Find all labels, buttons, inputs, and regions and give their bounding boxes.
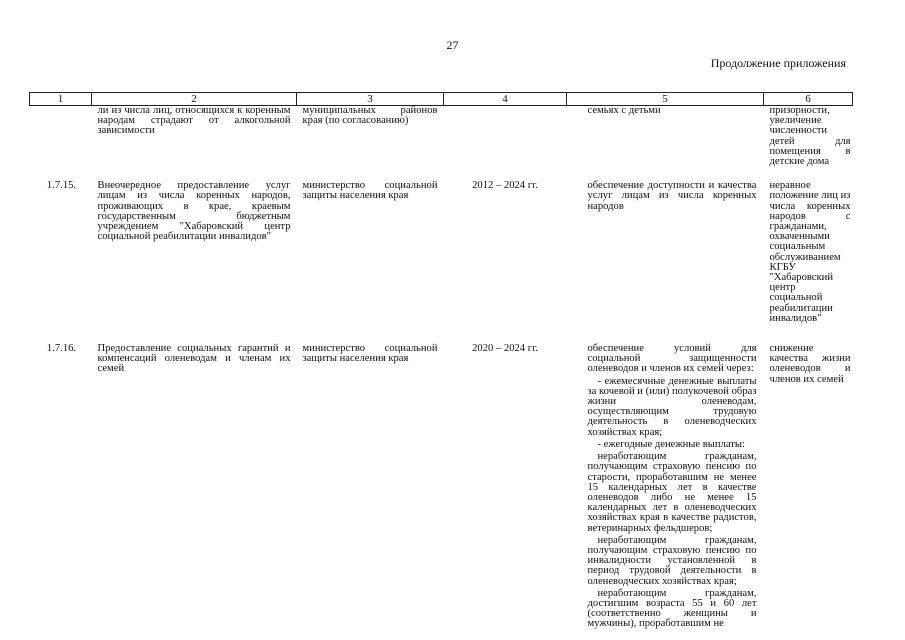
table-row	[30, 181, 853, 344]
cell-period	[444, 106, 567, 182]
cell-consequence: снижение качества жизни оленеводов и членов их семей	[769, 343, 851, 385]
cell-measure: ли из числа лиц, относящихся к коренным народам страдают от алкогольной зависимости	[97, 105, 291, 137]
cell-consequence: призорности, увеличение численности детей для помещения в детские дома	[769, 105, 851, 168]
column-header-3: 3	[297, 93, 444, 106]
table-row	[30, 344, 853, 629]
result-paragraph: неработающим гражданам, достигшим возраста 55 и 60 лет (соответственно женщины и мужчины), проработавшим не	[587, 587, 757, 630]
cell-period: 2020 – 2024 гг.	[472, 343, 538, 355]
cell-num: 1.7.15.	[46, 180, 77, 192]
cell-num: 1.7.16.	[46, 343, 77, 355]
continuation-label: Продолжение приложения	[710, 56, 846, 70]
cell-result	[567, 181, 764, 344]
table-row-continued	[30, 106, 853, 182]
column-header-5: 5	[567, 93, 764, 106]
page-number: 27	[446, 38, 459, 52]
cell-executor: муниципальных районов края (по согласованию)	[302, 105, 438, 127]
cell-result: семьях с детьми	[587, 105, 661, 116]
appendix-table	[29, 92, 853, 630]
result-paragraph: - ежегодные денежные выплаты:	[597, 438, 745, 450]
result-paragraph: обеспечение условий для социальной защищенности оленеводов и членов их семей через:	[587, 343, 757, 375]
cell-executor: министерство социальной защиты населения края	[302, 343, 438, 365]
column-header-6: 6	[764, 93, 853, 106]
result-paragraph: неработающим гражданам, получающим страховую пенсию по инвалидности установленной в период трудовой деятельности в оленеводческих хозяйствах края;	[587, 534, 757, 587]
cell-num	[30, 106, 92, 182]
cell-measure: Внеочередное предоставление услуг лицам из числа коренных народов, проживающих в крае, краевым государственным бюджетным учреждением "Хабаровский центр социальной реабилитации инвалидов"	[97, 180, 291, 243]
column-number-header-row	[30, 93, 853, 106]
cell-consequence: неравное положение лиц из числа коренных народов с гражданами, охваченными социальным обслуживанием КГБУ "Хабаровский центр социальной реабилитации инвалидов"	[769, 180, 851, 324]
result-paragraph: неработающим гражданам, получающим страховую пенсию по старости, проработавшим не менее 15 календарных лет в качестве оленеводов либо не менее 15 календарных лет в оленеводческих хозяйствах края в качестве радистов, ветеринарных фельдшеров;	[587, 451, 757, 534]
column-header-1: 1	[30, 93, 92, 106]
cell-measure: Предоставление социальных гарантий и компенсаций оленеводам и членам их семей	[97, 343, 291, 375]
column-header-2: 2	[92, 93, 297, 106]
cell-period: 2012 – 2024 гг.	[472, 180, 538, 192]
cell-result	[567, 344, 764, 629]
cell-executor: министерство социальной защиты населения края	[302, 180, 438, 202]
column-header-4: 4	[444, 93, 567, 106]
result-paragraph: - ежемесячные денежные выплаты за кочевой и (или) полукочевой образ жизни оленеводам, осуществляющим трудовую деятельность в оленеводческих хозяйствах края;	[587, 375, 757, 438]
result-paragraph: обеспечение доступности и качества услуг лицам из числа коренных народов	[587, 180, 757, 212]
